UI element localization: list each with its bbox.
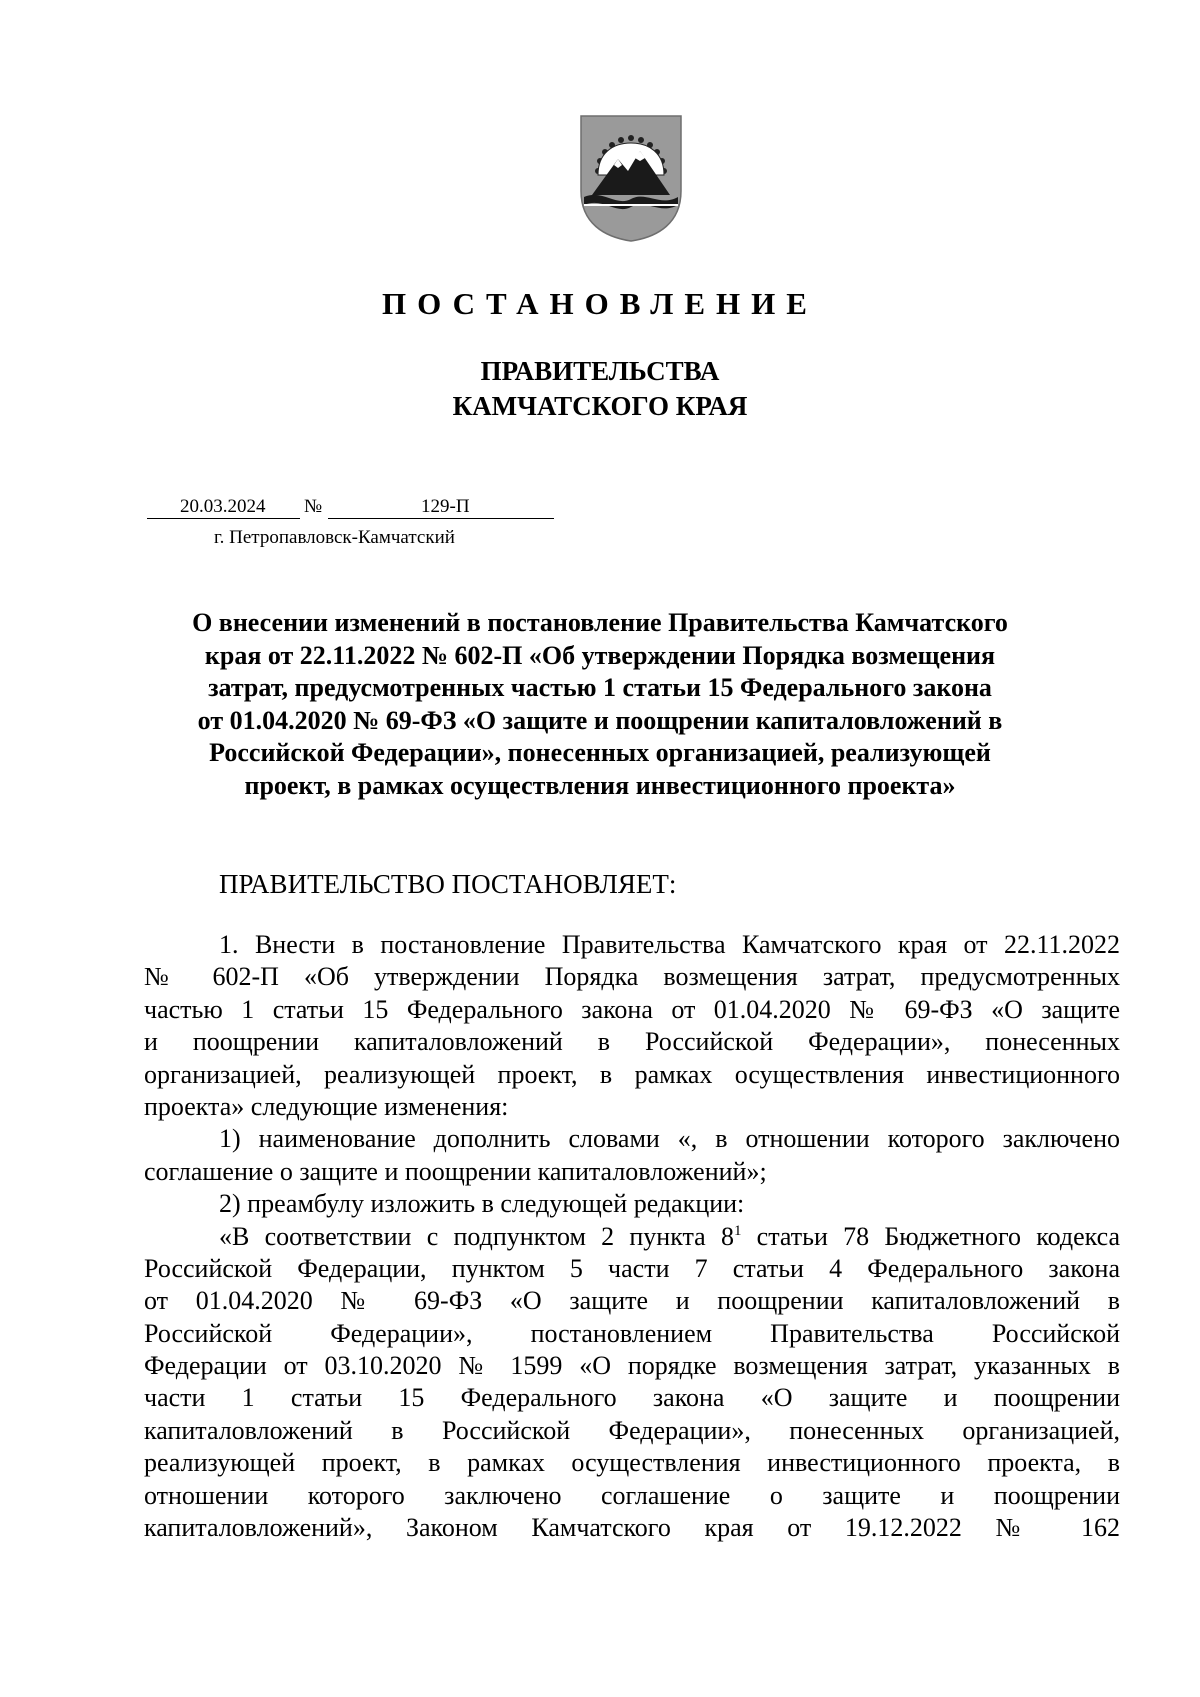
body-line: 2) преамбулу изложить в следующей редакции: [219,1189,745,1219]
body-line: и поощрении капиталовложений в Российской Федерации», понесенных [144,1027,1120,1057]
subject-line: затрат, предусмотренных частью 1 статьи 15 Федерального закона [208,673,992,702]
issuer-line: ПРАВИТЕЛЬСТВА [480,356,720,386]
document-place: г. Петропавловск-Камчатский [214,527,455,548]
body-line: капиталовложений», Законом Камчатского края от 19.12.2022 № 162 [144,1513,1120,1543]
subject-line: от 01.04.2020 № 69-ФЗ «О защите и поощрении капиталовложений в [197,705,1003,735]
document-type-title: ПОСТАНОВЛЕНИЕ [382,286,818,321]
subject-line: проект, в рамках осуществления инвестиционного проекта» [244,770,956,800]
body-line: Российской Федерации, пунктом 5 части 7 статьи 4 Федерального закона [144,1253,1120,1283]
body-fragment: статьи 78 Бюджетного кодекса [741,1221,1120,1251]
body-line: реализующей проект, в рамках осуществления инвестиционного проекта, в [144,1448,1120,1478]
subject-line: края от 22.11.2022 № 602-П «Об утверждении Порядка возмещения [204,640,996,670]
document-date: 20.03.2024 [180,496,266,517]
document-number: 129-П [421,496,470,517]
number-underline [328,518,554,519]
body-line: 1. Внести в постановление Правительства Камчатского края от 22.11.2022 [219,930,1120,959]
issuer-name [0,354,1200,424]
decree-heading: ПРАВИТЕЛЬСТВО ПОСТАНОВЛЯЕТ: [219,869,677,899]
body-line: капиталовложений в Российской Федерации», понесенных организацией, [144,1415,1120,1445]
body-line: Федерации от 03.10.2020 № 1599 «О порядке возмещения затрат, указанных в [144,1351,1120,1381]
kamchatka-coat-of-arms-icon [578,113,684,243]
document-body [144,929,1120,1544]
date-underline [147,518,300,519]
body-line: 1) наименование дополнить словами «, в отношении которого заключено [219,1124,1120,1154]
body-line: части 1 статьи 15 Федерального закона «О защите и поощрении [144,1383,1120,1413]
subject-line: Российской Федерации», понесенных организацией, реализующей [209,738,991,767]
body-line: Российской Федерации», постановлением Правительства Российской [144,1318,1120,1348]
body-line: отношении которого заключено соглашение о защите и поощрении [144,1480,1120,1510]
body-line: № 602-П «Об утверждении Порядка возмещения затрат, предусмотренных [144,962,1120,992]
body-line: частью 1 статьи 15 Федерального закона от 01.04.2020 № 69-ФЗ «О защите [144,994,1120,1024]
issuer-line: КАМЧАТСКОГО КРАЯ [452,391,748,421]
superscript: 1 [733,1222,742,1239]
body-fragment: «В соответствии с подпунктом 2 пункта 8 [219,1221,734,1251]
body-line: от 01.04.2020 № 69-ФЗ «О защите и поощрении капиталовложений в [144,1286,1120,1316]
subject-line: О внесении изменений в постановление Правительства Камчатского [192,608,1008,637]
document-subject [140,607,1060,802]
body-line: соглашение о защите и поощрении капиталовложений»; [144,1156,767,1186]
number-sign: № [304,496,323,517]
body-line: проекта» следующие изменения: [144,1091,509,1121]
body-line-with-superscript [144,1221,1120,1253]
body-line: организацией, реализующей проект, в рамках осуществления инвестиционного [144,1059,1120,1089]
